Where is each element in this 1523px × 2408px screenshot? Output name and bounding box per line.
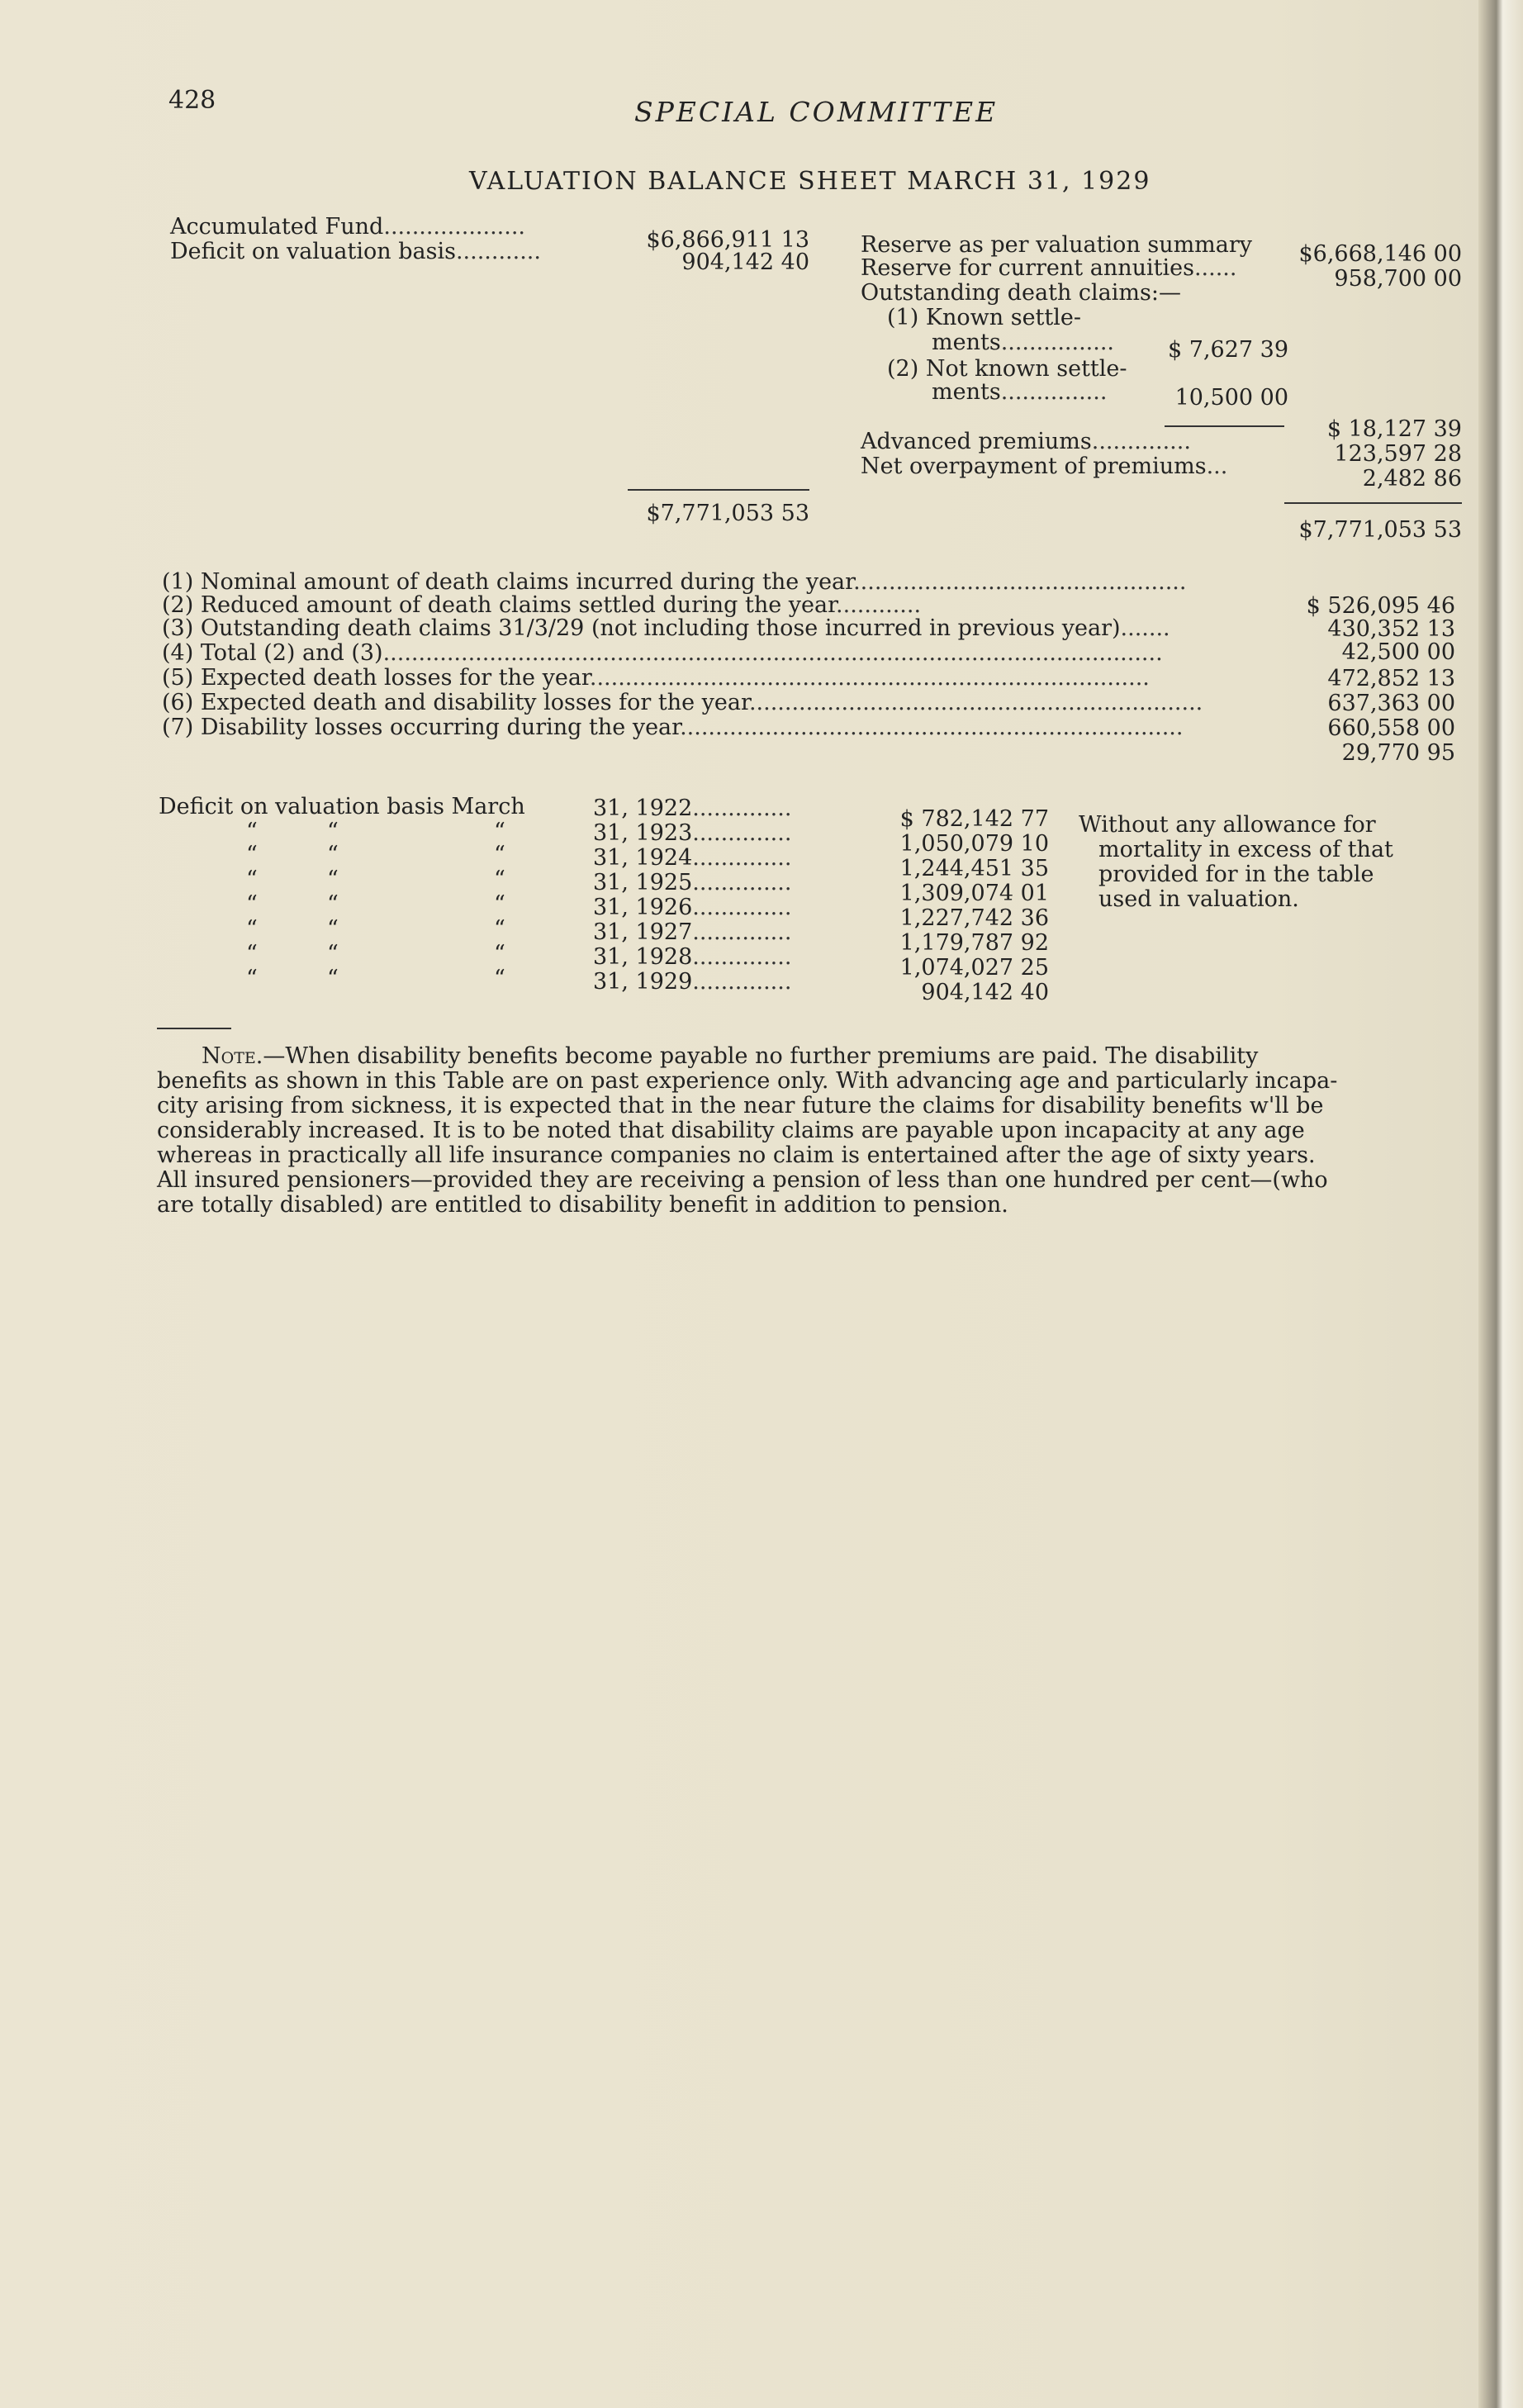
deficit-amount-1929: 904,142 40 bbox=[921, 980, 1049, 1005]
ditto-mark: “ bbox=[246, 966, 258, 991]
item-6-amount: 660,558 00 bbox=[1327, 715, 1455, 741]
remark-line: Without any allowance for bbox=[1079, 812, 1376, 838]
ditto-mark: “ bbox=[327, 966, 339, 991]
reserve-annuities-label: Reserve for current annuities...... bbox=[861, 255, 1237, 281]
item-7-label: (7) Disability losses occurring during the year....................................................................... bbox=[162, 715, 1184, 740]
deficit-amount-1925: 1,309,074 01 bbox=[899, 881, 1049, 906]
accumulated-fund-amount: $6,866,911 13 bbox=[646, 227, 809, 253]
ditto-mark: “ bbox=[246, 941, 258, 967]
ditto-mark: “ bbox=[327, 916, 339, 942]
remark-line: provided for in the table bbox=[1098, 862, 1374, 887]
item-6-label: (6) Expected death and disability losses for the year................................................................ bbox=[162, 690, 1203, 715]
deficit-row-1924: 31, 1924.............. bbox=[593, 845, 792, 871]
reserve-annuities-amount: 958,700 00 bbox=[1334, 266, 1462, 292]
note-line-3: city arising from sickness, it is expected that in the near future the claims for disability benefits w'll be bbox=[157, 1093, 1324, 1119]
item-1-label: (1) Nominal amount of death claims incurred during the year............................................... bbox=[162, 569, 1187, 595]
ditto-mark: “ bbox=[494, 891, 505, 917]
ditto-mark: “ bbox=[327, 842, 339, 867]
ditto-mark: “ bbox=[327, 891, 339, 917]
advanced-premiums-label: Advanced premiums.............. bbox=[861, 429, 1191, 454]
not-known-settlements-line2: ments............... bbox=[932, 379, 1108, 405]
not-known-settlements-amount: 10,500 00 bbox=[1174, 385, 1288, 411]
outstanding-total: $ 18,127 39 bbox=[1326, 416, 1462, 442]
footnote-rule bbox=[157, 1028, 231, 1029]
ditto-mark: “ bbox=[327, 941, 339, 967]
advanced-premiums-amount: 123,597 28 bbox=[1334, 441, 1462, 467]
ditto-mark: “ bbox=[494, 916, 505, 942]
balance-sheet-title: VALUATION BALANCE SHEET MARCH 31, 1929 bbox=[469, 167, 1151, 196]
item-2-amount: 430,352 13 bbox=[1327, 616, 1455, 642]
remark-line: mortality in excess of that bbox=[1098, 837, 1393, 862]
ditto-mark: “ bbox=[246, 891, 258, 917]
deficit-row-1929: 31, 1929.............. bbox=[593, 969, 792, 995]
outstanding-subtotal-rule bbox=[1165, 425, 1284, 427]
known-settlements-amount: $ 7,627 39 bbox=[1168, 337, 1288, 363]
item-1-amount: $ 526,095 46 bbox=[1306, 593, 1455, 619]
deficit-row-1925: 31, 1925.............. bbox=[593, 870, 792, 895]
deficit-amount-1922: $ 782,142 77 bbox=[899, 806, 1049, 832]
deficit-amount-1928: 1,074,027 25 bbox=[899, 955, 1049, 981]
note-line-2: benefits as shown in this Table are on past experience only. With advancing age and particularly incapa- bbox=[157, 1068, 1338, 1094]
item-4-label: (4) Total (2) and (3).............................................................................................................. bbox=[162, 640, 1163, 666]
ditto-mark: “ bbox=[494, 941, 505, 967]
known-settlements-line2: ments................ bbox=[932, 330, 1115, 355]
net-overpayment-amount: 2,482 86 bbox=[1362, 466, 1462, 492]
ditto-mark: “ bbox=[246, 867, 258, 892]
deficit-amount-1923: 1,050,079 10 bbox=[899, 831, 1049, 857]
page-edge bbox=[1478, 0, 1523, 2408]
note-lead: Note bbox=[202, 1043, 256, 1069]
deficit-row-1928: 31, 1928.............. bbox=[593, 944, 792, 970]
ditto-mark: “ bbox=[327, 867, 339, 892]
reserve-valuation-amount: $6,668,146 00 bbox=[1298, 241, 1462, 267]
known-settlements-line1: (1) Known settle- bbox=[887, 305, 1081, 330]
item-5-label: (5) Expected death losses for the year............................................................................... bbox=[162, 665, 1150, 691]
note-line-5: whereas in practically all life insurance companies no claim is entertained after the age of sixty years. bbox=[157, 1142, 1316, 1168]
accumulated-fund-label: Accumulated Fund.................... bbox=[170, 214, 526, 240]
deficit-amount: 904,142 40 bbox=[681, 249, 809, 275]
deficit-row-1929-03-31-1922: 31, 1922.............. bbox=[593, 796, 792, 821]
remark-line: used in valuation. bbox=[1098, 886, 1299, 912]
item-3-amount: 42,500 00 bbox=[1341, 639, 1455, 665]
note-line-1: Note.—When disability benefits become payable no further premiums are paid. The disability bbox=[202, 1043, 1259, 1069]
deficit-row-1927: 31, 1927.............. bbox=[593, 919, 792, 945]
ditto-mark: “ bbox=[494, 842, 505, 867]
item-3-label: (3) Outstanding death claims 31/3/29 (not including those incurred in previous year)....... bbox=[162, 615, 1170, 641]
page-number: 428 bbox=[168, 86, 216, 115]
reserve-valuation-label: Reserve as per valuation summary bbox=[861, 232, 1253, 258]
deficit-amount-1926: 1,227,742 36 bbox=[899, 905, 1049, 931]
net-overpayment-label: Net overpayment of premiums... bbox=[861, 454, 1228, 479]
left-total: $7,771,053 53 bbox=[646, 501, 809, 526]
ditto-mark: “ bbox=[494, 867, 505, 892]
deficit-history-label: Deficit on valuation basis March bbox=[159, 794, 525, 819]
ditto-mark: “ bbox=[494, 819, 505, 844]
ditto-mark: “ bbox=[327, 819, 339, 844]
ditto-mark: “ bbox=[494, 966, 505, 991]
note-line-4: considerably increased. It is to be noted that disability claims are payable upon incapacity at any age bbox=[157, 1118, 1305, 1143]
note-line-6: All insured pensioners—provided they are receiving a pension of less than one hundred per cent—(who bbox=[157, 1167, 1328, 1193]
item-2-label: (2) Reduced amount of death claims settled during the year............ bbox=[162, 592, 922, 618]
running-head: SPECIAL COMMITTEE bbox=[634, 96, 999, 128]
deficit-amount-1924: 1,244,451 35 bbox=[899, 856, 1049, 881]
deficit-amount-1927: 1,179,787 92 bbox=[899, 930, 1049, 956]
right-total-rule bbox=[1284, 502, 1462, 504]
item-7-amount: 29,770 95 bbox=[1341, 740, 1455, 766]
outstanding-heading: Outstanding death claims:— bbox=[861, 280, 1181, 306]
deficit-row-1923: 31, 1923.............. bbox=[593, 820, 792, 846]
ditto-mark: “ bbox=[246, 842, 258, 867]
deficit-row-1926: 31, 1926.............. bbox=[593, 895, 792, 920]
item-5-amount: 637,363 00 bbox=[1327, 691, 1455, 716]
deficit-label: Deficit on valuation basis............ bbox=[170, 239, 541, 264]
not-known-settlements-line1: (2) Not known settle- bbox=[887, 356, 1127, 382]
ditto-mark: “ bbox=[246, 916, 258, 942]
left-total-rule bbox=[628, 489, 809, 491]
item-4-amount: 472,852 13 bbox=[1327, 666, 1455, 691]
note-line-7: are totally disabled) are entitled to disability benefit in addition to pension. bbox=[157, 1192, 1008, 1218]
right-total: $7,771,053 53 bbox=[1298, 517, 1462, 543]
ditto-mark: “ bbox=[246, 819, 258, 844]
